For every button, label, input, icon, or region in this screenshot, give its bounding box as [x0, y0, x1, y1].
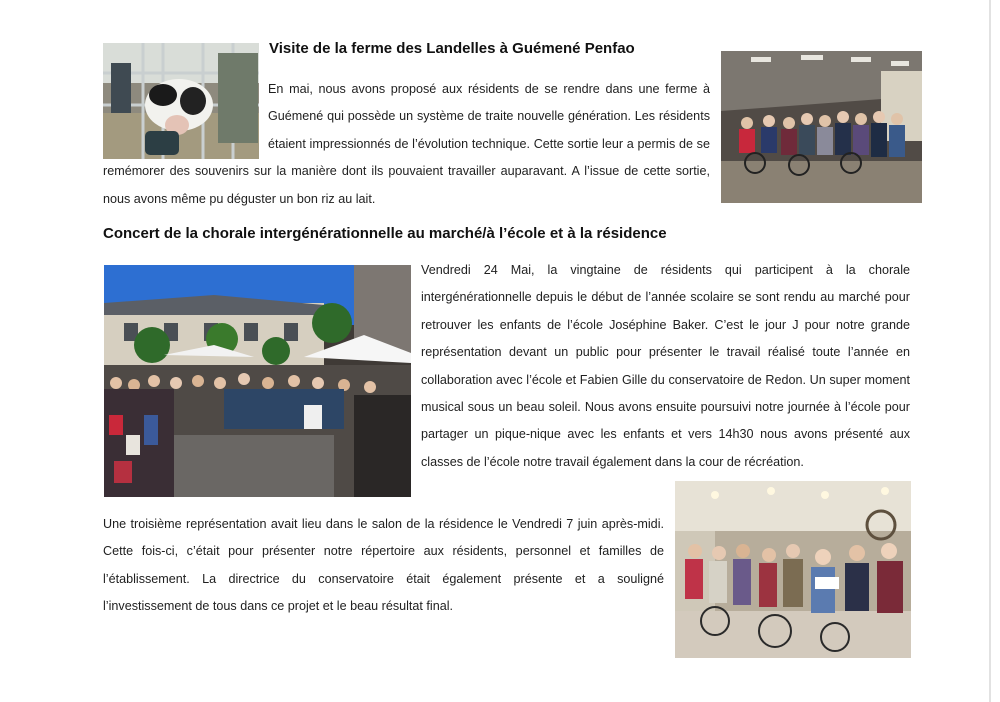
section1-text: En mai, nous avons proposé aux résidents de se rendre dans une ferme à Guémené qui possède un système de traite nouvelle génération. Les résidents étaient impressionnés de l’évolution technique. Cette sortie leur a permis de se remémorer des souvenirs sur la manière dont ils pouvaient travailler auparavant. A l’issue de cette sortie, nous avons même pu déguster un bon riz au lait.	[103, 82, 710, 206]
section1-title: Visite de la ferme des Landelles à Guémené Penfao	[269, 40, 635, 57]
section2-paragraph2: Une troisième représentation avait lieu dans le salon de la résidence le Vendredi 7 juin après-midi. Cette fois-ci, c’était pour présenter notre répertoire aux résidents, personnel et familles de l’établissement. La directrice du conservatoire était également présente et a souligné l’investissement de tous dans ce projet et le beau résultat final.	[103, 517, 664, 614]
section1-paragraph	[103, 76, 710, 213]
section1-photo-spacer	[103, 76, 268, 158]
page-edge	[989, 0, 991, 702]
photo-market-concert	[104, 265, 411, 497]
section2-title: Concert de la chorale intergénérationnelle au marché/à l’école et à la résidence	[103, 225, 667, 242]
section2-paragraph1: Vendredi 24 Mai, la vingtaine de résidents qui participent à la chorale intergénérationnelle depuis le début de l’année scolaire se sont rendu au marché pour retrouver les enfants de l’école Joséphine Baker. C’est le jour J pour notre grande représentation devant un public pour présenter le travail réalisé toute l’année en collaboration avec l’école et Fabien Gille du conservatoire de Redon. Un super moment musical sous un beau soleil. Nous avons ensuite poursuivi notre journée à l’école pour partager un pique-nique avec les enfants et vers 14h30 nous avons présenté aux classes de l’école notre travail également dans la cour de récréation.	[421, 263, 910, 469]
photo-barn-group	[721, 51, 922, 203]
photo-residence-concert	[675, 481, 911, 658]
